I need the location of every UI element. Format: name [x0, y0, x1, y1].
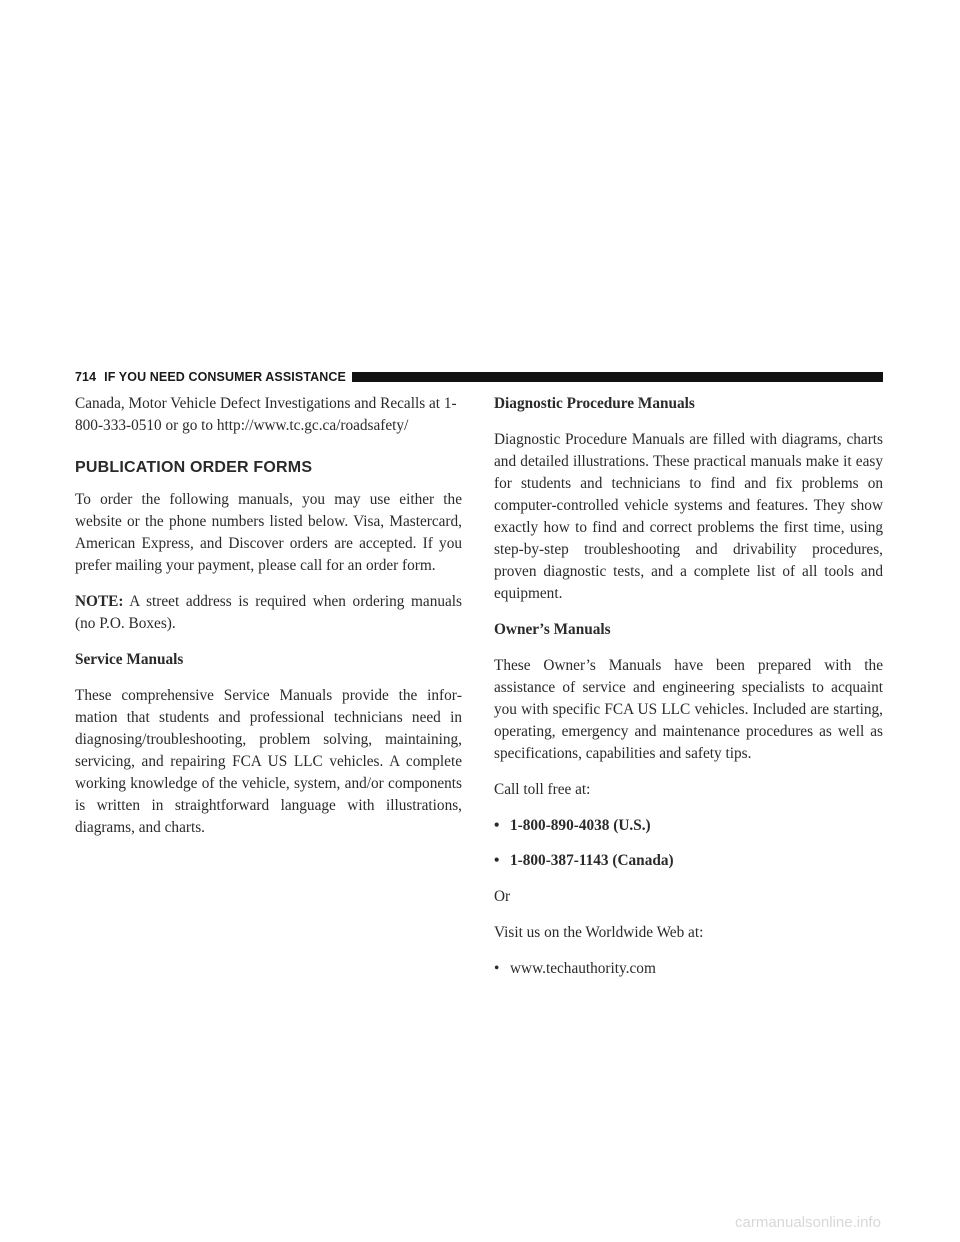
- service-manuals-paragraph: These comprehensive Service Manuals provide the information that students and professional technicians need in diagnosing/troubleshooting, problem solving, maintaining, servicing, and repairing FCA US LLC vehicles. A complete working knowledge of the vehicle, system, and/or components is written in straightforward language with illustrations, diagrams, and charts.: [75, 687, 462, 836]
- service-manuals-heading: Service Manuals: [75, 651, 184, 668]
- intro-paragraph: Canada, Motor Vehicle Defect Investigations and Recalls at 1-800-333-0510 or go to http://www.tc.gc.ca/roadsafety/: [75, 395, 457, 434]
- note-label: NOTE:: [75, 593, 124, 610]
- header-rule: [352, 372, 883, 382]
- visit-web-text: Visit us on the Worldwide Web at:: [494, 924, 704, 941]
- note-text: A street address is required when ordering manuals (no P.O. Boxes).: [75, 593, 462, 632]
- website-list: [494, 958, 883, 980]
- website-link[interactable]: • www.techauthority.com: [494, 958, 883, 980]
- diagnostic-manuals-heading: Diagnostic Procedure Manuals: [494, 395, 695, 412]
- section-heading: PUBLICATION ORDER FORMS: [75, 459, 313, 476]
- call-toll-free-text: Call toll free at:: [494, 781, 591, 798]
- owners-manuals-heading: Owner’s Manuals: [494, 621, 611, 638]
- order-paragraph: To order the following manuals, you may use either the website or the phone numbers listed below. Visa, Mastercard, American Express, and Discover orders are accepted. If you prefer mailing your payment, please call for an order form.: [75, 491, 462, 574]
- right-column: [494, 393, 883, 994]
- note-paragraph: [75, 591, 462, 635]
- section-title: IF YOU NEED CONSUMER ASSISTANCE: [104, 370, 346, 384]
- owners-manuals-paragraph: These Owner’s Manuals have been prepared with the assistance of service and engineering specialists to acquaint you with specific FCA US LLC vehicles. Included are starting, operating, emergency and maintenance procedures as well as specifications, capabilities and safety tips.: [494, 657, 883, 762]
- diagnostic-manuals-paragraph: Diagnostic Procedure Manuals are filled with diagrams, charts and detailed illustrations. These practical manuals make it easy for students and technicians to find and fix problems on computer-controlled vehicle systems and features. They show exactly how to find and correct problems the first time, using step-by-step troubleshooting and drivability procedures, proven diagnostic tests, and a complete list of all tools and equipment.: [494, 431, 883, 602]
- watermark: carmanualsonline.info: [735, 1214, 881, 1231]
- phone-list: [494, 815, 883, 872]
- or-text: Or: [494, 888, 511, 905]
- page-header: [75, 369, 883, 385]
- page-number: 714: [75, 370, 97, 384]
- list-item: • 1-800-387-1143 (Canada): [494, 850, 883, 872]
- list-item: • 1-800-890-4038 (U.S.): [494, 815, 883, 837]
- left-column: [75, 393, 462, 853]
